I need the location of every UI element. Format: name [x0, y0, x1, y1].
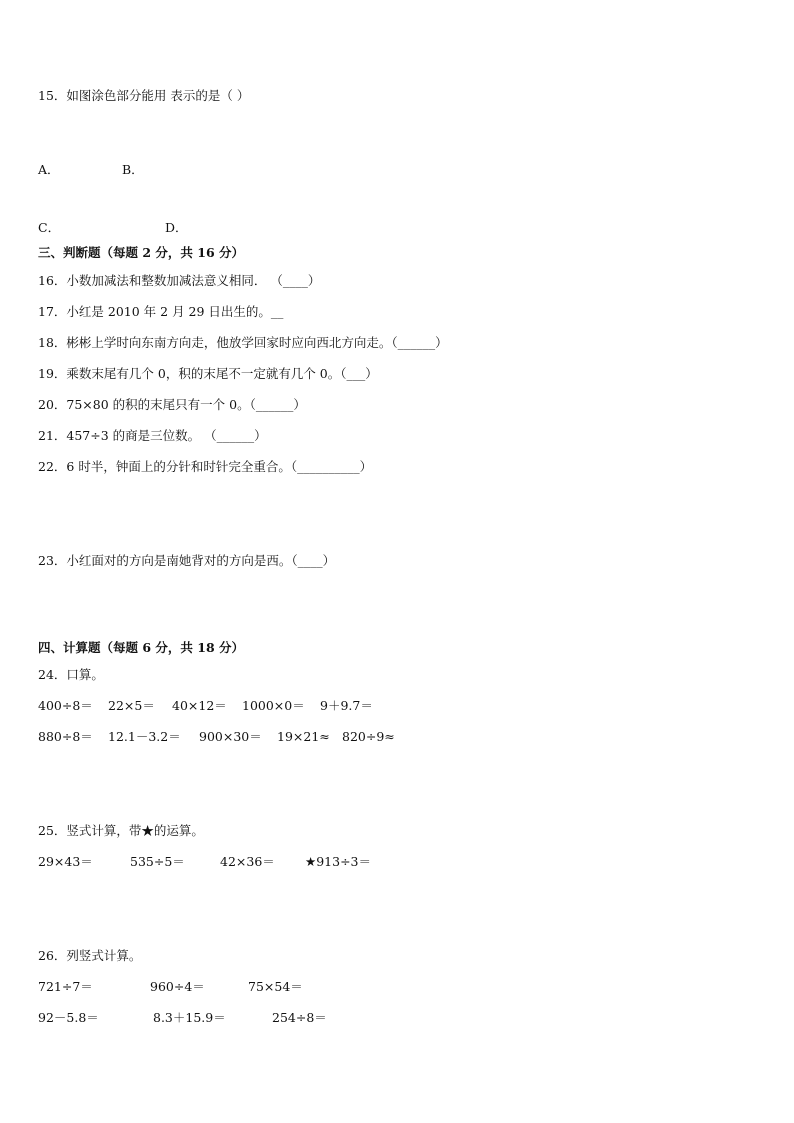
calc-item: 721÷7＝: [38, 979, 93, 994]
calc-item: 22×5＝: [108, 698, 155, 713]
calc-item: 42×36＝: [220, 854, 275, 869]
calc-item: 1000×0＝: [242, 698, 305, 713]
question-15: 15．如图涂色部分能用 表示的是（ ）: [38, 88, 250, 103]
calc-item: 254÷8＝: [272, 1010, 327, 1025]
calc-item: 400÷8＝: [38, 698, 93, 713]
option-c: C．: [38, 220, 61, 235]
question-24-title: 24．口算。: [38, 667, 104, 682]
calc-item: 900×30＝: [199, 729, 262, 744]
calc-item: 92－5.8＝: [38, 1010, 99, 1025]
section-3-title: 三、判断题（每题 2 分，共 16 分）: [38, 245, 245, 260]
question-20: 20．75×80 的积的末尾只有一个 0。（______）: [38, 397, 306, 412]
calc-item: 8.3＋15.9＝: [153, 1010, 226, 1025]
calc-item: 40×12＝: [172, 698, 227, 713]
question-22: 22．6 时半，钟面上的分针和时针完全重合。（__________）: [38, 459, 373, 474]
section-4-title: 四、计算题（每题 6 分，共 18 分）: [38, 640, 245, 655]
option-a: A．: [38, 162, 60, 177]
calc-item: 880÷8＝: [38, 729, 93, 744]
question-18: 18．彬彬上学时向东南方向走，他放学回家时应向西北方向走。（______）: [38, 335, 448, 350]
question-23: 23．小红面对的方向是南她背对的方向是西。（____）: [38, 553, 336, 568]
calc-item: 12.1－3.2＝: [108, 729, 181, 744]
option-d: D．: [165, 220, 188, 235]
calc-item: 19×21≈: [277, 729, 330, 744]
calc-item: ★913÷3＝: [305, 854, 371, 869]
question-26-title: 26．列竖式计算。: [38, 948, 142, 963]
calc-item: 820÷9≈: [342, 729, 395, 744]
question-25-title: 25．竖式计算，带★的运算。: [38, 823, 204, 838]
calc-item: 960÷4＝: [150, 979, 205, 994]
question-16: 16．小数加减法和整数加减法意义相同． （____）: [38, 273, 321, 288]
calc-item: 9＋9.7＝: [320, 698, 373, 713]
question-19: 19．乘数末尾有几个 0，积的末尾不一定就有几个 0。（___）: [38, 366, 378, 381]
question-17: 17．小红是 2010 年 2 月 29 日出生的。__: [38, 304, 284, 319]
option-b: B．: [122, 162, 144, 177]
calc-item: 535÷5＝: [130, 854, 185, 869]
calc-item: 75×54＝: [248, 979, 303, 994]
calc-item: 29×43＝: [38, 854, 93, 869]
question-21: 21．457÷3 的商是三位数。 （______）: [38, 428, 267, 443]
